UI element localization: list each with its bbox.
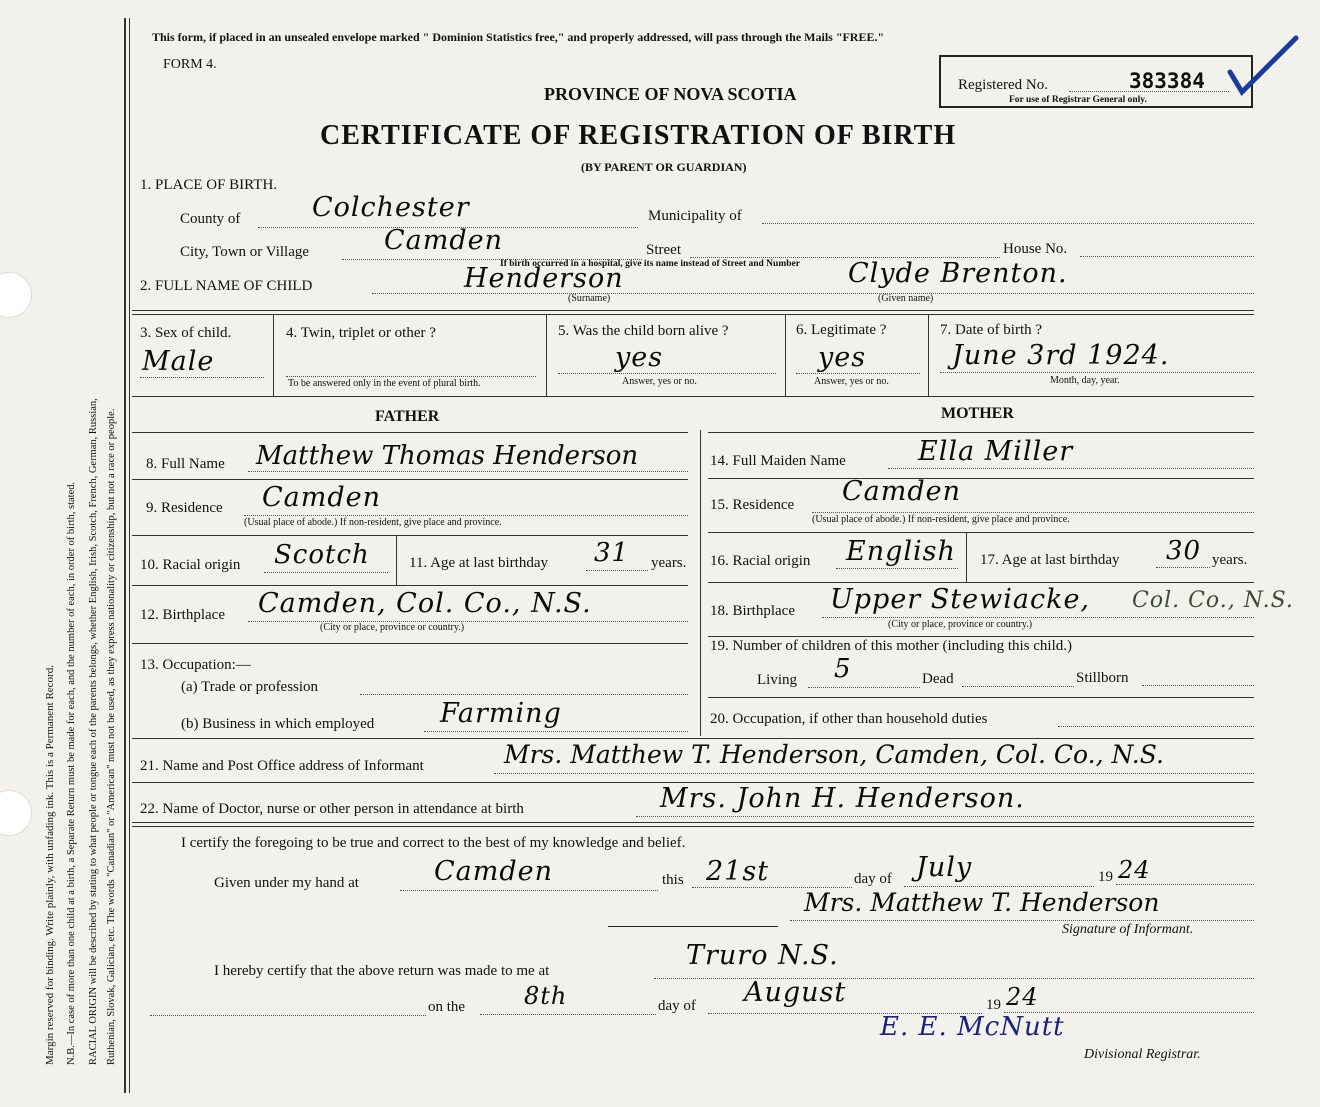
doctor-label: 22. Name of Doctor, nurse or other person in attendance at birth (140, 801, 524, 817)
mother-occupation-line (1058, 726, 1254, 727)
city-value: Camden (384, 225, 504, 256)
rule-top (132, 310, 1254, 311)
mother-rule-16 (708, 532, 1254, 533)
punch-hole-top (0, 272, 32, 318)
this-label: this (662, 872, 684, 888)
mother-rule-19 (708, 636, 1254, 637)
doctor-value: Mrs. John H. Henderson. (660, 783, 1025, 814)
given-place-value: Camden (434, 856, 554, 887)
province-heading: PROVINCE OF NOVA SCOTIA (544, 84, 797, 104)
mother-rule-20 (708, 697, 1254, 698)
alive-label: 5. Was the child born alive ? (558, 323, 729, 339)
twin-note: To be answered only in the event of plural birth. (288, 378, 481, 389)
municipality-line (762, 223, 1254, 224)
city-label: City, Town or Village (180, 244, 310, 260)
cert-signature-dash (608, 926, 778, 927)
cert-year-line (1116, 884, 1254, 885)
dead-line (962, 686, 1074, 687)
father-rule-9 (132, 479, 688, 480)
father-birthplace-label: 12. Birthplace (140, 607, 225, 623)
father-age-unit: years. (651, 555, 687, 571)
divider-6-7 (928, 314, 929, 396)
father-rule-top (132, 432, 688, 433)
cert-year-prefix: 19 (1098, 869, 1113, 885)
county-label: County of (180, 211, 241, 227)
cert-year-value: 24 (1118, 856, 1151, 884)
cert-month-value: July (916, 852, 973, 883)
father-birthplace-line (248, 621, 688, 622)
margin-rule-inner (129, 18, 130, 1093)
doctor-line (636, 816, 1254, 817)
registrar-lead-line (150, 1015, 426, 1016)
father-age-label: 11. Age at last birthday (409, 555, 548, 571)
cert-day-value: 21st (706, 856, 770, 887)
margin-rule (124, 18, 126, 1093)
margin-nb-note: N.B.—In case of more than one child at a birth, a Separate Return must be made for each, and the number of each, in order of birth, stated. (66, 481, 77, 1065)
dob-value: June 3rd 1924. (952, 340, 1170, 371)
dob-note: Month, day, year. (1050, 375, 1120, 386)
mother-birthplace-value: Upper Stewiacke, (830, 584, 1091, 615)
alive-note: Answer, yes or no. (622, 376, 697, 387)
legitimate-line (796, 373, 920, 374)
father-name-label: 8. Full Name (146, 456, 225, 472)
father-race-line (264, 572, 388, 573)
father-divider-10-11 (396, 535, 397, 585)
father-occupation-label: 13. Occupation:— (140, 657, 251, 673)
father-age-value: 31 (594, 538, 630, 568)
child-given-name: Clyde Brenton. (848, 258, 1068, 289)
divider-3-4 (273, 314, 274, 396)
father-birthplace-value: Camden, Col. Co., N.S. (258, 588, 592, 619)
alive-value: yes (615, 342, 664, 373)
children-count-label: 19. Number of children of this mother (including this child.) (710, 638, 1073, 654)
rule-21 (132, 738, 1254, 739)
father-rule-12 (132, 585, 688, 586)
twin-label: 4. Twin, triplet or other ? (286, 325, 436, 341)
page-title: CERTIFICATE OF REGISTRATION OF BIRTH (320, 120, 957, 151)
dob-label: 7. Date of birth ? (940, 322, 1043, 338)
mother-rule-18 (708, 582, 1254, 583)
sex-value: Male (142, 346, 215, 377)
rule-3 (132, 396, 1254, 397)
registered-label: Registered No. (958, 77, 1048, 93)
trade-line (360, 694, 688, 695)
trade-label: (a) Trade or profession (181, 679, 319, 695)
stillborn-line (1142, 685, 1254, 686)
registrar-day-value: 8th (524, 982, 568, 1010)
sex-label: 3. Sex of child. (140, 325, 232, 341)
municipality-label: Municipality of (648, 208, 742, 224)
business-label: (b) Business in which employed (181, 716, 375, 732)
registrar-year-prefix: 19 (986, 997, 1001, 1013)
mother-birthplace-note: (City or place, province or country.) (888, 619, 1033, 630)
margin-racial-note-1: RACIAL ORIGIN will be described by stating to what people or tongue each of the parents belongs, whether English, Irish, Scotch, French, German, Russian, (88, 398, 99, 1065)
house-label: House No. (1003, 241, 1068, 257)
informant-label: 21. Name and Post Office address of Informant (140, 758, 424, 774)
mother-residence-value: Camden (842, 476, 962, 507)
mother-residence-note: (Usual place of abode.) If non-resident, give place and province. (812, 514, 1070, 525)
mother-age-line (1156, 567, 1210, 568)
postal-note: This form, if placed in an unsealed envelope marked " Dominion Statistics free," and properly addressed, will pass through the Mails "FREE." (152, 30, 885, 44)
legitimate-note: Answer, yes or no. (814, 376, 889, 387)
registrar-day-of-label: day of (658, 998, 696, 1014)
informant-signature: Mrs. Matthew T. Henderson (804, 888, 1160, 917)
business-line (424, 731, 688, 732)
father-birthplace-note: (City or place, province or country.) (320, 622, 465, 633)
sex-line (140, 377, 264, 378)
registrar-on-label: on the (428, 999, 466, 1015)
father-residence-note: (Usual place of abode.) If non-resident, give place and province. (244, 517, 502, 528)
mother-residence-label: 15. Residence (710, 497, 795, 513)
living-value: 5 (834, 654, 852, 684)
mother-birthplace-line (822, 617, 1254, 618)
informant-signature-line (790, 920, 1254, 921)
county-value: Colchester (312, 192, 470, 223)
street-label: Street (646, 242, 681, 258)
father-residence-value: Camden (262, 482, 382, 513)
margin-racial-note-2: Ruthenian, Slovak, Galician, etc. The words "Canadian" or "American" must not be used, as they express nationality or citizenship, but not a race or people. (106, 408, 117, 1065)
informant-line (494, 773, 1254, 774)
father-rule-10 (132, 535, 688, 536)
mother-name-label: 14. Full Maiden Name (710, 453, 846, 469)
father-race-label: 10. Racial origin (140, 557, 241, 573)
mother-age-value: 30 (1166, 536, 1202, 566)
punch-hole-bottom (0, 790, 32, 836)
mother-name-line (888, 468, 1254, 469)
father-age-line (586, 570, 648, 571)
check-mark-icon (1226, 32, 1300, 100)
surname-note: (Surname) (568, 293, 611, 304)
cert-day-of-label: day of (854, 871, 892, 887)
hospital-note: If birth occurred in a hospital, give its name instead of Street and Number (500, 259, 800, 269)
mother-divider-16-17 (966, 532, 967, 582)
rule-bottom-2 (132, 826, 1254, 827)
mother-rule-top (708, 432, 1254, 433)
mother-residence-line (812, 512, 1254, 513)
registrar-general-note: For use of Registrar General only. (1009, 95, 1147, 105)
registrar-signature: E. E. McNutt (880, 1012, 1065, 1042)
mother-heading: MOTHER (941, 405, 1014, 422)
legitimate-label: 6. Legitimate ? (796, 322, 887, 338)
business-value: Farming (440, 698, 562, 729)
child-name-label: 2. FULL NAME OF CHILD (140, 278, 313, 294)
house-line (1080, 256, 1254, 257)
registered-number: 383384 (1129, 69, 1205, 93)
stillborn-label: Stillborn (1076, 670, 1129, 686)
mother-birthplace-label: 18. Birthplace (710, 603, 795, 619)
given-place-line (400, 890, 658, 891)
father-name-value: Matthew Thomas Henderson (256, 441, 639, 471)
registered-dots (1069, 91, 1229, 92)
given-name-note: (Given name) (878, 293, 934, 304)
given-under-label: Given under my hand at (214, 875, 359, 891)
father-rule-13 (132, 643, 688, 644)
mother-age-label: 17. Age at last birthday (980, 552, 1120, 568)
father-heading: FATHER (375, 408, 440, 425)
registrar-year-value: 24 (1006, 983, 1039, 1011)
divider-5-6 (785, 314, 786, 396)
rule-bottom (132, 822, 1254, 823)
margin-binding-note: Margin reserved for binding. Write plainly, with unfading ink. This is a Permanent Record. (44, 665, 56, 1065)
form-number: FORM 4. (163, 57, 217, 72)
mother-race-label: 16. Racial origin (710, 553, 811, 569)
center-divider (700, 430, 701, 736)
page-subtitle: (BY PARENT OR GUARDIAN) (581, 160, 747, 174)
registrar-place-value: Truro N.S. (686, 940, 839, 971)
legitimate-value: yes (818, 342, 867, 373)
registered-box (939, 55, 1253, 108)
informant-signature-label: Signature of Informant. (1062, 922, 1194, 937)
registrar-statement: I hereby certify that the above return was made to me at (214, 963, 550, 979)
father-residence-line (244, 515, 688, 516)
living-label: Living (757, 672, 797, 688)
registrar-day-line (480, 1014, 656, 1015)
place-of-birth-heading: 1. PLACE OF BIRTH. (140, 177, 278, 193)
cert-month-line (904, 886, 1094, 887)
mother-birthplace-value-2: Col. Co., N.S. (1132, 588, 1294, 613)
dob-line (940, 372, 1254, 373)
divider-4-5 (546, 314, 547, 396)
father-residence-label: 9. Residence (146, 500, 223, 516)
twin-line (286, 376, 536, 377)
registrar-month-value: August (744, 977, 847, 1008)
alive-line (558, 373, 776, 374)
child-surname: Henderson (464, 263, 624, 294)
father-race-value: Scotch (274, 540, 370, 570)
living-line (808, 687, 920, 688)
dead-label: Dead (922, 671, 954, 687)
rule-top-2 (132, 314, 1254, 315)
mother-age-unit: years. (1212, 552, 1248, 568)
mother-rule-15 (708, 478, 1254, 479)
registrar-title: Divisional Registrar. (1084, 1047, 1201, 1062)
mother-name-value: Ella Miller (918, 436, 1074, 467)
mother-race-value: English (846, 536, 956, 567)
mother-race-line (836, 568, 958, 569)
mother-occupation-label: 20. Occupation, if other than household duties (710, 711, 988, 727)
cert-statement: I certify the foregoing to be true and correct to the best of my knowledge and belief. (181, 835, 686, 851)
father-name-line (248, 471, 688, 472)
informant-value: Mrs. Matthew T. Henderson, Camden, Col. Co., N.S. (504, 740, 1164, 769)
